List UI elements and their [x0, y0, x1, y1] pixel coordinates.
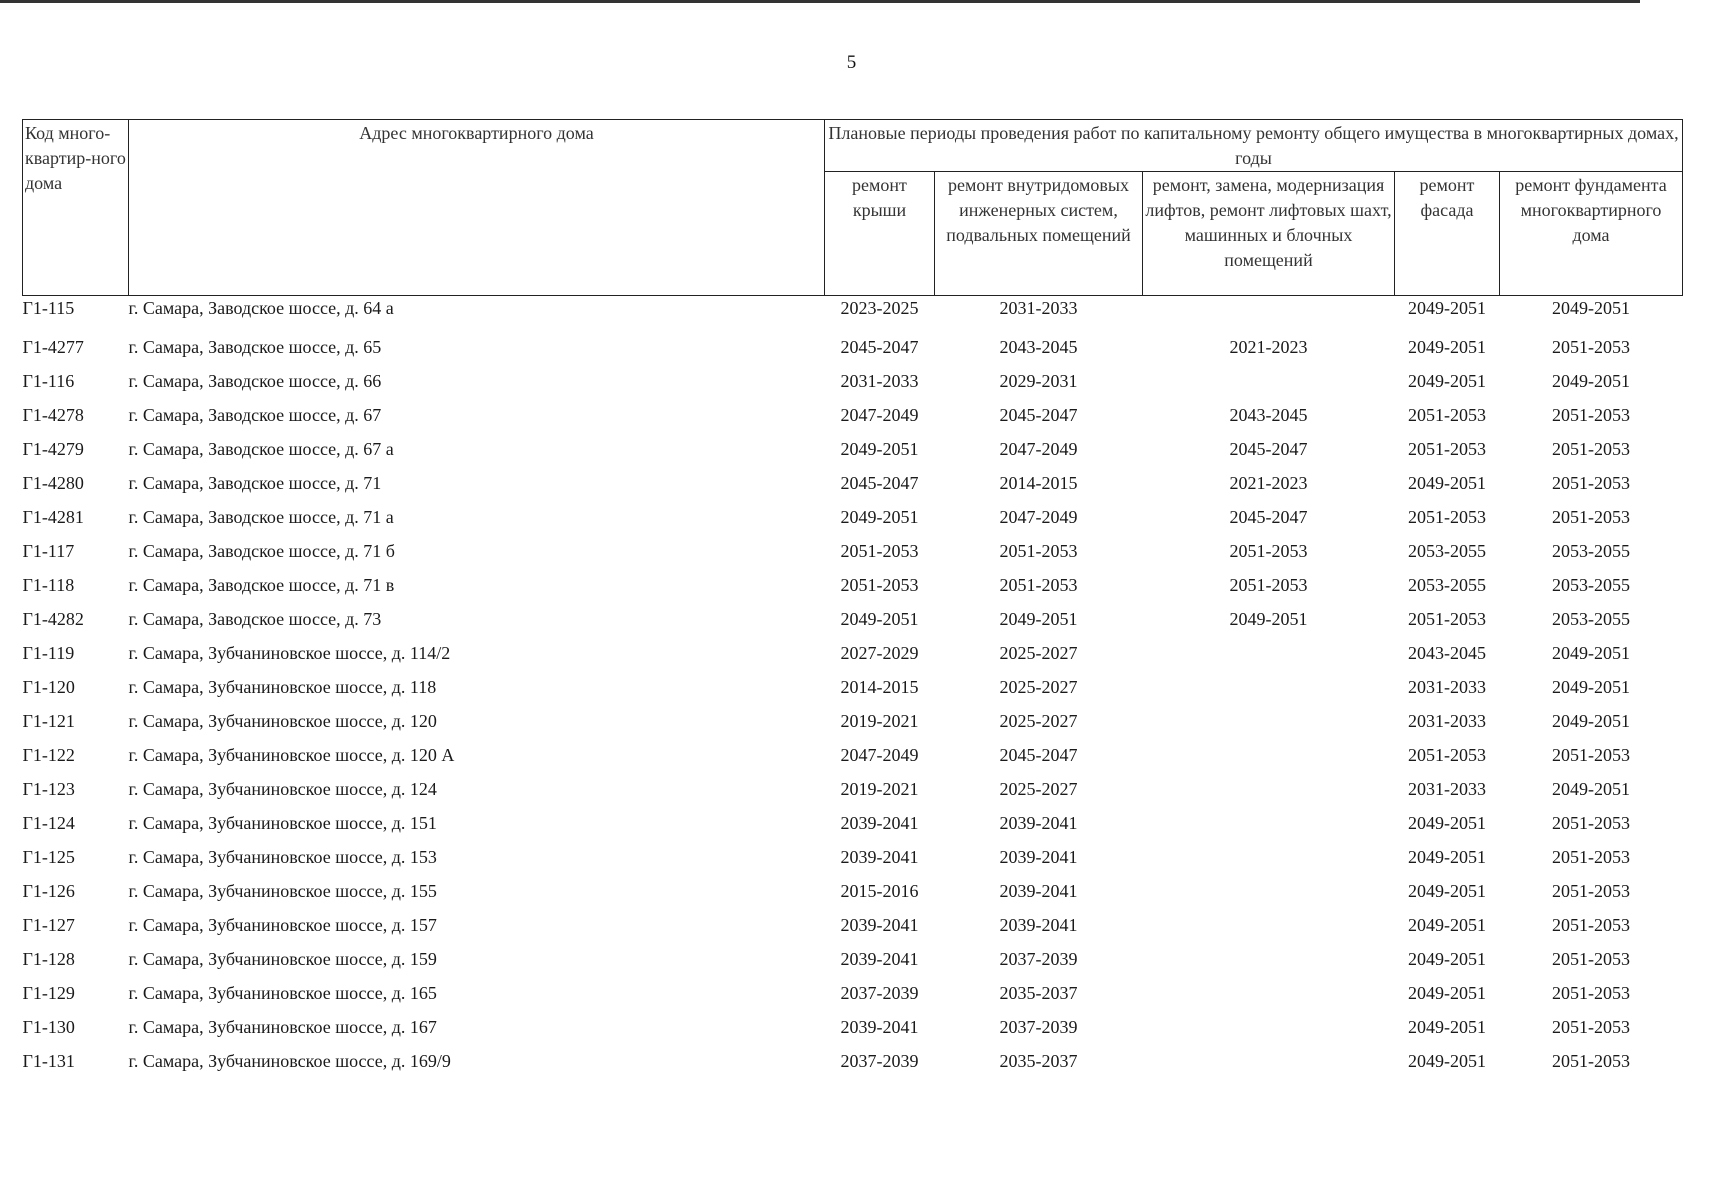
cell-roof: 2019-2021 — [840, 710, 919, 731]
header-roof-label: ремонт крыши — [852, 175, 907, 220]
cell-code: Г1-115 — [22, 298, 75, 318]
cell-foundation: 2053-2055 — [1552, 540, 1630, 561]
cell-lifts: 2021-2023 — [1229, 336, 1308, 357]
cell-facade: 2049-2051 — [1408, 948, 1486, 969]
cell-foundation: 2051-2053 — [1552, 1050, 1630, 1071]
cell-roof: 2039-2041 — [840, 1016, 919, 1037]
cell-address: г. Самара, Заводское шоссе, д. 67 — [128, 404, 382, 425]
cell-engineering: 2035-2037 — [999, 1050, 1078, 1071]
cell-engineering: 2051-2053 — [999, 540, 1078, 561]
cell-lifts — [1143, 840, 1395, 874]
cell-roof: 2051-2053 — [840, 540, 919, 561]
cell-engineering: 2051-2053 — [999, 574, 1078, 595]
cell-roof: 2037-2039 — [840, 1050, 919, 1071]
cell-roof: 2039-2041 — [840, 846, 919, 867]
table-row — [23, 602, 1683, 636]
header-foundation — [1500, 172, 1683, 296]
cell-address: г. Самара, Зубчаниновское шоссе, д. 114/2 — [128, 642, 451, 663]
cell-facade: 2051-2053 — [1408, 744, 1486, 765]
cell-roof: 2047-2049 — [840, 744, 919, 765]
cell-facade: 2049-2051 — [1408, 1016, 1486, 1037]
cell-facade: 2049-2051 — [1408, 812, 1486, 833]
cell-foundation: 2051-2053 — [1552, 982, 1630, 1003]
cell-lifts — [1143, 874, 1395, 908]
cell-lifts — [1143, 738, 1395, 772]
cell-address: г. Самара, Зубчаниновское шоссе, д. 159 — [128, 948, 437, 969]
table-row — [23, 908, 1683, 942]
cell-facade: 2031-2033 — [1408, 778, 1486, 799]
table-body — [23, 296, 1683, 1079]
cell-code: Г1-126 — [22, 880, 75, 901]
cell-lifts: 2021-2023 — [1229, 472, 1308, 493]
cell-engineering: 2031-2033 — [999, 298, 1078, 318]
cell-foundation: 2049-2051 — [1552, 298, 1630, 318]
cell-address: г. Самара, Заводское шоссе, д. 65 — [128, 336, 382, 357]
table-row — [23, 568, 1683, 602]
header-roof — [825, 172, 935, 296]
cell-facade: 2049-2051 — [1408, 846, 1486, 867]
cell-foundation: 2049-2051 — [1552, 710, 1630, 731]
cell-code: Г1-4278 — [22, 404, 84, 425]
cell-code: Г1-117 — [22, 540, 75, 561]
table-row — [23, 296, 1683, 331]
table-row — [23, 704, 1683, 738]
header-facade — [1395, 172, 1500, 296]
cell-roof: 2039-2041 — [840, 948, 919, 969]
table-row — [23, 330, 1683, 364]
header-code-label: Код много-квартир-ного дома — [25, 123, 126, 193]
cell-facade: 2049-2051 — [1408, 298, 1486, 318]
cell-code: Г1-131 — [22, 1050, 75, 1071]
cell-engineering: 2025-2027 — [999, 676, 1078, 697]
cell-lifts: 2045-2047 — [1229, 438, 1308, 459]
cell-foundation: 2049-2051 — [1552, 642, 1630, 663]
cell-lifts: 2049-2051 — [1229, 608, 1308, 629]
cell-foundation: 2049-2051 — [1552, 778, 1630, 799]
table-row — [23, 432, 1683, 466]
cell-facade: 2051-2053 — [1408, 608, 1486, 629]
cell-foundation: 2051-2053 — [1552, 404, 1630, 425]
cell-foundation: 2051-2053 — [1552, 506, 1630, 527]
cell-address: г. Самара, Зубчаниновское шоссе, д. 167 — [128, 1016, 437, 1037]
header-planned-periods — [825, 120, 1683, 172]
cell-lifts — [1143, 908, 1395, 942]
table-row — [23, 636, 1683, 670]
cell-code: Г1-4280 — [22, 472, 84, 493]
cell-facade: 2049-2051 — [1408, 914, 1486, 935]
table-row — [23, 1010, 1683, 1044]
cell-lifts — [1143, 704, 1395, 738]
cell-code: Г1-124 — [22, 812, 75, 833]
cell-address: г. Самара, Зубчаниновское шоссе, д. 157 — [128, 914, 437, 935]
cell-engineering: 2047-2049 — [999, 438, 1078, 459]
cell-engineering: 2014-2015 — [999, 472, 1078, 493]
header-lifts-label: ремонт, замена, модернизация лифтов, ремонт лифтовых шахт, машинных и блочных помещений — [1145, 175, 1392, 270]
cell-address: г. Самара, Заводское шоссе, д. 73 — [128, 608, 382, 629]
cell-facade: 2049-2051 — [1408, 880, 1486, 901]
cell-lifts: 2051-2053 — [1229, 540, 1308, 561]
cell-foundation: 2051-2053 — [1552, 1016, 1630, 1037]
cell-lifts — [1143, 296, 1395, 331]
cell-code: Г1-120 — [22, 676, 75, 697]
cell-engineering: 2045-2047 — [999, 404, 1078, 425]
cell-engineering: 2025-2027 — [999, 642, 1078, 663]
cell-facade: 2053-2055 — [1408, 574, 1486, 595]
cell-engineering: 2047-2049 — [999, 506, 1078, 527]
cell-address: г. Самара, Зубчаниновское шоссе, д. 151 — [128, 812, 437, 833]
header-code — [23, 120, 129, 296]
table-row — [23, 976, 1683, 1010]
top-rule — [0, 0, 1640, 3]
cell-roof: 2039-2041 — [840, 812, 919, 833]
cell-lifts — [1143, 670, 1395, 704]
cell-address: г. Самара, Зубчаниновское шоссе, д. 153 — [128, 846, 437, 867]
page-number: 5 — [846, 52, 857, 73]
cell-engineering: 2039-2041 — [999, 880, 1078, 901]
header-address — [129, 120, 825, 296]
table-row — [23, 772, 1683, 806]
cell-code: Г1-116 — [22, 370, 75, 391]
cell-engineering: 2029-2031 — [999, 370, 1078, 391]
cell-roof: 2051-2053 — [840, 574, 919, 595]
cell-address: г. Самара, Зубчаниновское шоссе, д. 155 — [128, 880, 437, 901]
cell-engineering: 2049-2051 — [999, 608, 1078, 629]
cell-lifts — [1143, 636, 1395, 670]
cell-code: Г1-128 — [22, 948, 75, 969]
header-address-label: Адрес многоквартирного дома — [359, 123, 594, 143]
cell-address: г. Самара, Зубчаниновское шоссе, д. 124 — [128, 778, 437, 799]
cell-facade: 2031-2033 — [1408, 676, 1486, 697]
cell-roof: 2015-2016 — [840, 880, 919, 901]
cell-lifts — [1143, 942, 1395, 976]
cell-engineering: 2025-2027 — [999, 710, 1078, 731]
cell-code: Г1-4277 — [22, 336, 84, 357]
cell-lifts — [1143, 976, 1395, 1010]
cell-address: г. Самара, Зубчаниновское шоссе, д. 118 — [128, 676, 437, 697]
cell-code: Г1-125 — [22, 846, 75, 867]
cell-foundation: 2051-2053 — [1552, 438, 1630, 459]
cell-lifts — [1143, 364, 1395, 398]
cell-lifts: 2043-2045 — [1229, 404, 1308, 425]
cell-code: Г1-130 — [22, 1016, 75, 1037]
cell-roof: 2049-2051 — [840, 608, 919, 629]
cell-roof: 2014-2015 — [840, 676, 919, 697]
cell-lifts: 2045-2047 — [1229, 506, 1308, 527]
cell-code: Г1-127 — [22, 914, 75, 935]
cell-facade: 2049-2051 — [1408, 1050, 1486, 1071]
cell-address: г. Самара, Заводское шоссе, д. 71 — [128, 472, 382, 493]
cell-roof: 2031-2033 — [840, 370, 919, 391]
cell-address: г. Самара, Заводское шоссе, д. 71 в — [128, 574, 395, 595]
table-row — [23, 840, 1683, 874]
cell-foundation: 2051-2053 — [1552, 336, 1630, 357]
cell-engineering: 2039-2041 — [999, 914, 1078, 935]
cell-engineering: 2039-2041 — [999, 812, 1078, 833]
cell-foundation: 2053-2055 — [1552, 574, 1630, 595]
cell-code: Г1-123 — [22, 778, 75, 799]
cell-roof: 2049-2051 — [840, 506, 919, 527]
cell-foundation: 2051-2053 — [1552, 914, 1630, 935]
cell-engineering: 2037-2039 — [999, 1016, 1078, 1037]
table-row — [23, 364, 1683, 398]
cell-foundation: 2051-2053 — [1552, 880, 1630, 901]
cell-lifts — [1143, 1010, 1395, 1044]
header-foundation-label: ремонт фундамента многоквартирного дома — [1515, 175, 1667, 245]
cell-address: г. Самара, Зубчаниновское шоссе, д. 120 А — [128, 744, 455, 765]
cell-roof: 2037-2039 — [840, 982, 919, 1003]
cell-foundation: 2051-2053 — [1552, 472, 1630, 493]
table-row — [23, 942, 1683, 976]
cell-roof: 2019-2021 — [840, 778, 919, 799]
cell-lifts — [1143, 806, 1395, 840]
cell-code: Г1-129 — [22, 982, 75, 1003]
cell-foundation: 2051-2053 — [1552, 948, 1630, 969]
cell-facade: 2051-2053 — [1408, 506, 1486, 527]
cell-address: г. Самара, Зубчаниновское шоссе, д. 169/9 — [128, 1050, 451, 1071]
cell-engineering: 2039-2041 — [999, 846, 1078, 867]
cell-code: Г1-118 — [22, 574, 75, 595]
cell-roof: 2049-2051 — [840, 438, 919, 459]
cell-foundation: 2051-2053 — [1552, 846, 1630, 867]
table-row — [23, 806, 1683, 840]
cell-facade: 2049-2051 — [1408, 336, 1486, 357]
cell-foundation: 2049-2051 — [1552, 676, 1630, 697]
cell-code: Г1-121 — [22, 710, 75, 731]
cell-code: Г1-122 — [22, 744, 75, 765]
cell-engineering: 2043-2045 — [999, 336, 1078, 357]
cell-address: г. Самара, Зубчаниновское шоссе, д. 120 — [128, 710, 437, 731]
cell-roof: 2027-2029 — [840, 642, 919, 663]
header-lifts — [1143, 172, 1395, 296]
table-header — [23, 120, 1683, 296]
cell-lifts: 2051-2053 — [1229, 574, 1308, 595]
cell-roof: 2023-2025 — [840, 298, 919, 318]
cell-address: г. Самара, Заводское шоссе, д. 67 а — [128, 438, 394, 459]
cell-foundation: 2051-2053 — [1552, 812, 1630, 833]
table-row — [23, 670, 1683, 704]
cell-address: г. Самара, Заводское шоссе, д. 71 б — [128, 540, 395, 561]
cell-lifts — [1143, 1044, 1395, 1078]
cell-roof: 2045-2047 — [840, 336, 919, 357]
header-facade-label: ремонт фасада — [1419, 175, 1475, 220]
table-row — [23, 500, 1683, 534]
cell-lifts — [1143, 772, 1395, 806]
cell-facade: 2049-2051 — [1408, 472, 1486, 493]
cell-facade: 2049-2051 — [1408, 982, 1486, 1003]
header-engineering-label: ремонт внутридомовых инженерных систем, подвальных помещений — [946, 175, 1131, 245]
table-row — [23, 466, 1683, 500]
table-row — [23, 398, 1683, 432]
cell-foundation: 2051-2053 — [1552, 744, 1630, 765]
table-row — [23, 738, 1683, 772]
cell-foundation: 2049-2051 — [1552, 370, 1630, 391]
table-row — [23, 874, 1683, 908]
cell-engineering: 2037-2039 — [999, 948, 1078, 969]
table-row — [23, 534, 1683, 568]
table-row — [23, 1044, 1683, 1078]
cell-address: г. Самара, Зубчаниновское шоссе, д. 165 — [128, 982, 437, 1003]
cell-code: Г1-4282 — [22, 608, 84, 629]
cell-roof: 2047-2049 — [840, 404, 919, 425]
cell-address: г. Самара, Заводское шоссе, д. 66 — [128, 370, 382, 391]
cell-engineering: 2035-2037 — [999, 982, 1078, 1003]
cell-facade: 2043-2045 — [1408, 642, 1486, 663]
header-engineering — [935, 172, 1143, 296]
cell-facade: 2031-2033 — [1408, 710, 1486, 731]
cell-engineering: 2045-2047 — [999, 744, 1078, 765]
cell-roof: 2045-2047 — [840, 472, 919, 493]
cell-address: г. Самара, Заводское шоссе, д. 64 а — [128, 298, 394, 318]
cell-code: Г1-4281 — [22, 506, 84, 527]
cell-engineering: 2025-2027 — [999, 778, 1078, 799]
repair-plan-table — [22, 119, 1683, 1078]
cell-foundation: 2053-2055 — [1552, 608, 1630, 629]
cell-facade: 2049-2051 — [1408, 370, 1486, 391]
cell-roof: 2039-2041 — [840, 914, 919, 935]
cell-facade: 2053-2055 — [1408, 540, 1486, 561]
cell-code: Г1-119 — [22, 642, 75, 663]
cell-code: Г1-4279 — [22, 438, 84, 459]
cell-facade: 2051-2053 — [1408, 438, 1486, 459]
header-planned-periods-label: Плановые периоды проведения работ по капитальному ремонту общего имущества в многоквартирных домах, годы — [828, 123, 1679, 168]
cell-address: г. Самара, Заводское шоссе, д. 71 а — [128, 506, 394, 527]
cell-facade: 2051-2053 — [1408, 404, 1486, 425]
